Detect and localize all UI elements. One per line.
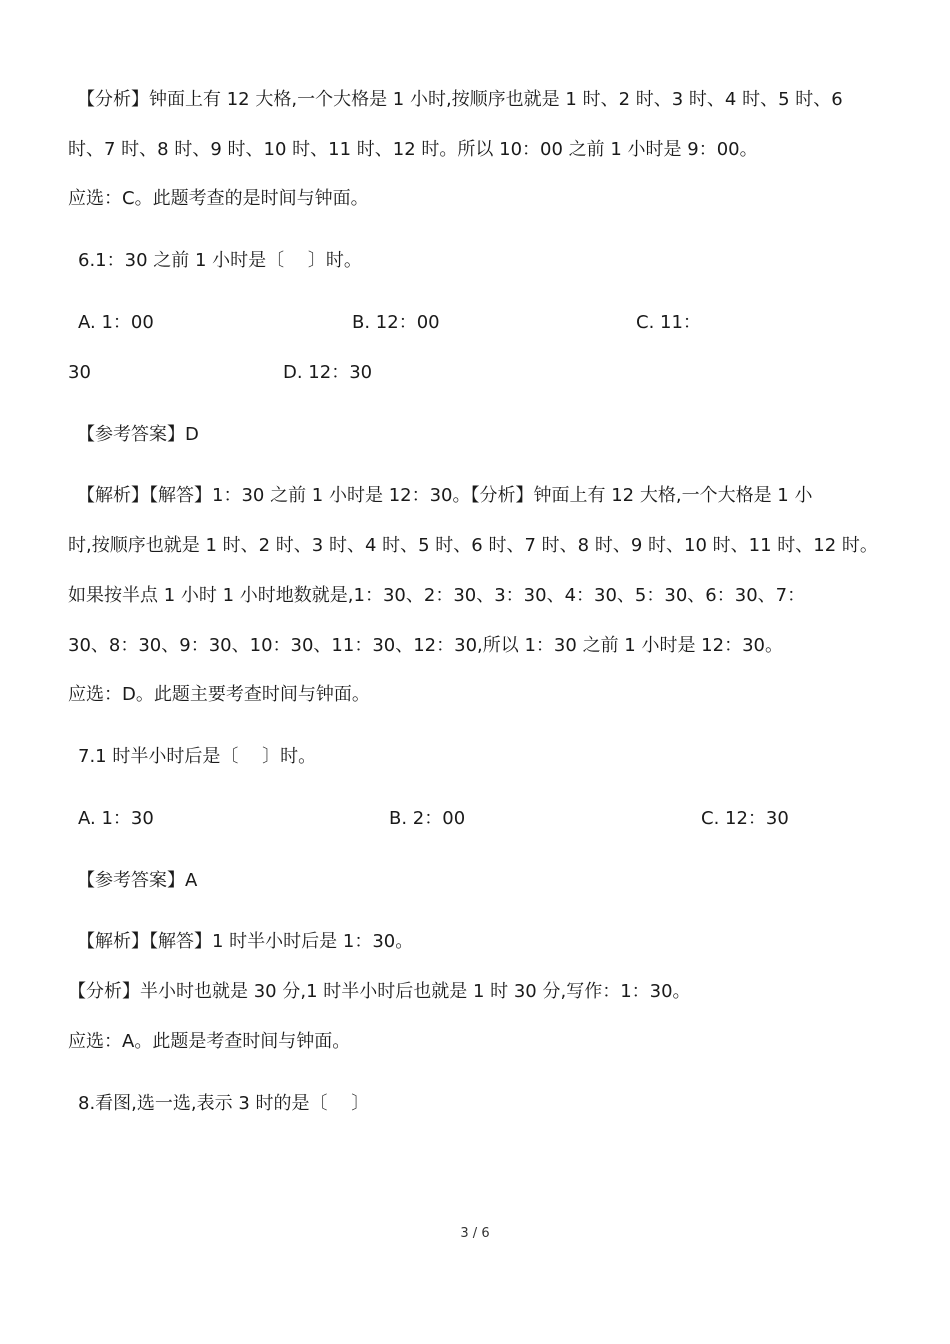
page-number: 3 / 6: [460, 1226, 490, 1241]
q6-option-d: D. 12：30: [283, 362, 373, 383]
q7-option-b: B. 2：00: [389, 808, 466, 829]
q7-conclusion: 应选：A。此题是考查时间与钟面。: [68, 1031, 351, 1052]
q6-option-c-cont: 30: [68, 362, 91, 383]
q5-conclusion: 应选：C。此题考查的是时间与钟面。: [68, 188, 369, 209]
q6-option-b: B. 12：00: [352, 312, 440, 333]
q5-analysis-line-1: 【分析】钟面上有 12 大格,一个大格是 1 小时,按顺序也就是 1 时、2 时、3 时、4 时、5 时、6: [77, 89, 843, 110]
q6-explain-line-4: 30、8：30、9：30、10：30、11：30、12：30,所以 1：30 之前 1 小时是 12：30。: [68, 635, 783, 656]
q7-option-c: C. 12：30: [701, 808, 789, 829]
q6-option-a: A. 1：00: [78, 312, 154, 333]
q5-analysis-line-2: 时、7 时、8 时、9 时、10 时、11 时、12 时。所以 10：00 之前 1 小时是 9：00。: [68, 139, 758, 160]
q6-stem: 6.1：30 之前 1 小时是〔 〕时。: [78, 250, 362, 271]
q7-stem: 7.1 时半小时后是〔 〕时。: [78, 746, 317, 767]
q7-explain-line-2: 【分析】半小时也就是 30 分,1 时半小时后也就是 1 时 30 分,写作：1：30。: [68, 981, 691, 1002]
q6-explain-line-2: 时,按顺序也就是 1 时、2 时、3 时、4 时、5 时、6 时、7 时、8 时、9 时、10 时、11 时、12 时。: [68, 535, 878, 556]
q6-conclusion: 应选：D。此题主要考查时间与钟面。: [68, 684, 370, 705]
q6-option-c: C. 11：: [636, 312, 701, 333]
q6-explain-line-3: 如果按半点 1 小时 1 小时地数就是,1：30、2：30、3：30、4：30、5：30、6：30、7：: [68, 585, 806, 606]
q7-option-a: A. 1：30: [78, 808, 154, 829]
q7-answer: 【参考答案】A: [77, 870, 198, 891]
q6-answer: 【参考答案】D: [77, 424, 199, 445]
q7-explain-line-1: 【解析】【解答】1 时半小时后是 1：30。: [77, 931, 414, 952]
q6-explain-line-1: 【解析】【解答】1：30 之前 1 小时是 12：30。【分析】钟面上有 12 大格,一个大格是 1 小: [77, 485, 813, 506]
q8-stem: 8.看图,选一选,表示 3 时的是〔 〕: [78, 1093, 370, 1114]
